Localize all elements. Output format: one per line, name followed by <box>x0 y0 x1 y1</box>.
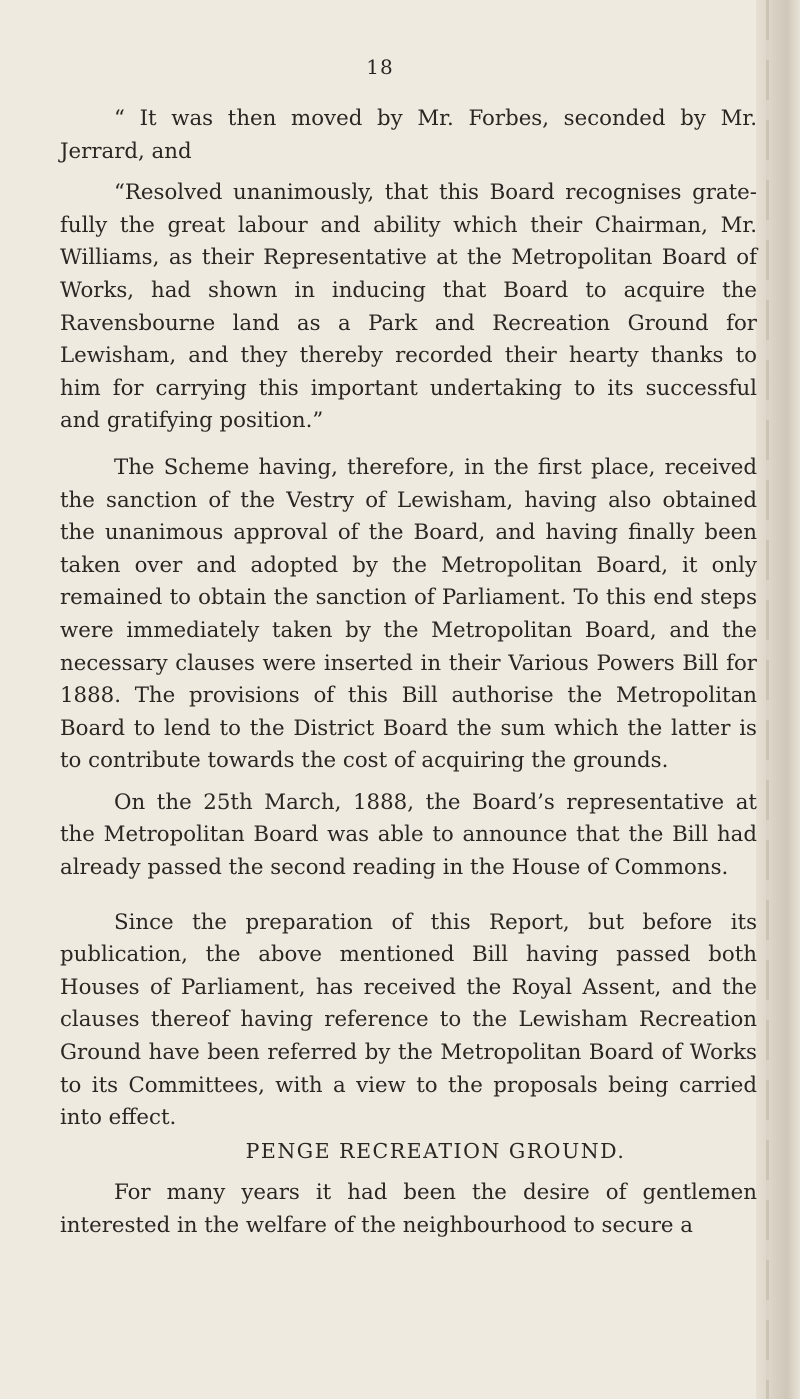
page-number: 18 <box>366 55 394 79</box>
paragraph-resolution: “Resolved unanimously, that this Board recognises gratefully the great labour and ability which their Chairman, Mr. Williams, as their Representative at the Metropolitan Board of Works, had shown in inducing that Board to acquire the Ravensbourne land as a Park and Recreation Ground for Lewisham, and they thereby recorded their hearty thanks to him for carrying this important undertaking to its successful and gratifying position.” <box>60 180 757 434</box>
paragraph-penge-intro: For many years it had been the desire of gentlemen interested in the welfare of the neighbourhood to secure a <box>60 1180 757 1238</box>
paragraph-scheme: The Scheme having, therefore, in the first place, received the sanction of the Vestry of Lewisham, having also obtained the unanimous approval of the Board, and having finally been taken over and adopted by the Metropolitan Board, it only remained to obtain the sanction of Parliament. To this end steps were immediately taken by the Metropolitan Board, and the necessary clauses were inserted in their Various Powers Bill for 1888. The provisions of this Bill authorise the Metropolitan Board to lend to the District Board the sum which the latter is to contribute towards the cost of acquiring the grounds. <box>60 454 757 774</box>
paragraph-royal-assent: Since the preparation of this Report, but before its publication, the above mentioned Bill having passed both Houses of Parliament, has received the Royal Assent, and the clauses thereof having reference to the Lewisham Recreation Ground have been referred by the Metropolitan Board of Works to its Committees, with a view to the proposals being carried into effect. <box>60 909 757 1131</box>
body-text <box>60 103 757 1243</box>
paragraph-motion: “ It was then moved by Mr. Forbes, seconded by Mr. Jerrard, and <box>60 106 757 164</box>
section-heading-penge: PENGE RECREATION GROUND. <box>245 1138 626 1163</box>
page-edge-shadow <box>756 0 800 1399</box>
paragraph-march-1888: On the 25th March, 1888, the Board’s representative at the Metropolitan Board was able to announce that the Bill had already passed the second reading in the House of Commons. <box>60 789 757 881</box>
